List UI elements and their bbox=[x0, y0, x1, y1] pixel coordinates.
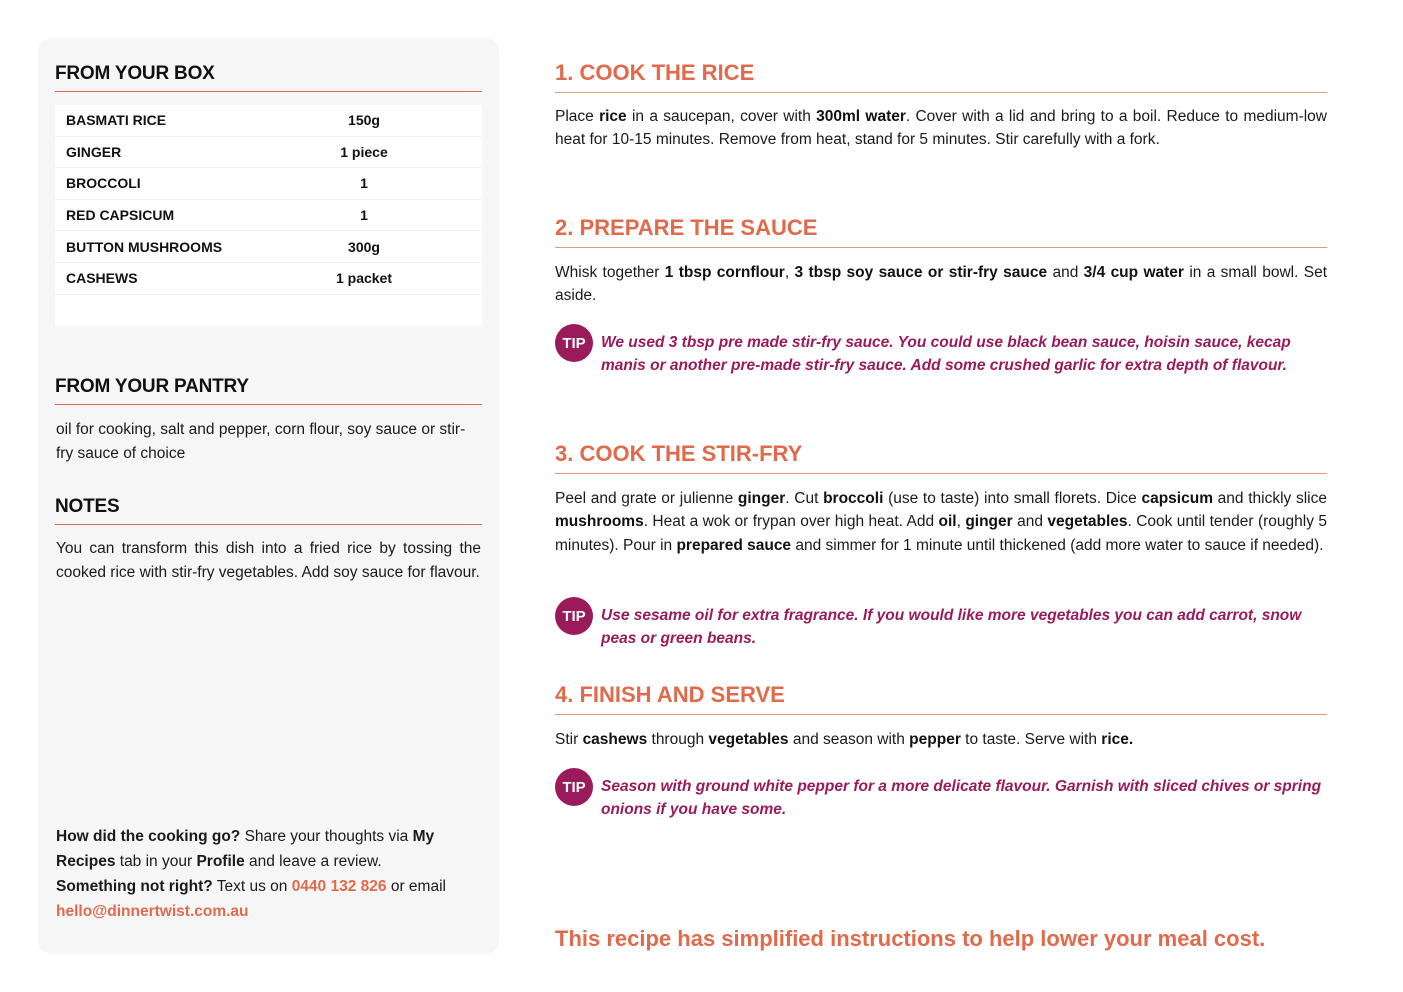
ingredient-qty: 1 piece bbox=[340, 143, 388, 160]
feedback-segment: tab in your bbox=[115, 853, 197, 870]
tip-text: We used 3 tbsp pre made stir-fry sauce. You could use black bean sauce, hoisin sauce, kecap manis or another pre-made stir-fry sauce. Add some crushed garlic for extra depth of flavour. bbox=[601, 334, 1291, 375]
phone-link[interactable]: 0440 132 826 bbox=[291, 878, 387, 895]
text-segment: and season with bbox=[788, 731, 910, 748]
ingredient-name: CASHEWS bbox=[66, 270, 138, 287]
text-segment: . Cook until tender (roughly 5 minutes). Pour in bbox=[555, 513, 1328, 554]
text-segment: and simmer for 1 minute until thickened (add more water to sauce if needed). bbox=[791, 536, 1324, 554]
feedback-segment: Share your thoughts via bbox=[240, 828, 413, 845]
ingredient-name: BROCCOLI bbox=[66, 175, 141, 192]
simplified-recipe-note: This recipe has simplified instructions to help lower your meal cost. bbox=[555, 926, 1266, 951]
text-segment: in a saucepan, cover with bbox=[626, 108, 817, 125]
from-your-pantry-heading: FROM YOUR PANTRY bbox=[55, 376, 482, 405]
bold-term: 3/4 cup water bbox=[1083, 264, 1184, 281]
ingredients-panel bbox=[38, 38, 499, 954]
tip-badge-icon: TIP bbox=[555, 324, 593, 362]
bold-term: oil bbox=[938, 513, 957, 531]
bold-term: vegetables bbox=[708, 731, 789, 748]
step-3-tip bbox=[555, 604, 1327, 651]
bold-term: mushrooms bbox=[555, 513, 644, 531]
step-4-text bbox=[555, 728, 1327, 751]
feedback-question: How did the cooking go? bbox=[56, 828, 241, 845]
ingredient-qty: 300g bbox=[348, 238, 380, 255]
text-segment: and bbox=[1047, 264, 1084, 281]
tip-badge-icon: TIP bbox=[555, 597, 593, 635]
tip-badge-icon: TIP bbox=[555, 768, 593, 806]
ingredient-qty: 150g bbox=[348, 112, 380, 129]
text-segment: Peel and grate or julienne bbox=[555, 490, 738, 507]
text-segment: . Heat a wok or frypan over high heat. Add bbox=[643, 513, 939, 531]
step-3-text bbox=[555, 487, 1327, 557]
bold-term: 300ml water bbox=[816, 108, 906, 125]
text-segment: , bbox=[956, 513, 966, 531]
step-2-text bbox=[555, 261, 1327, 308]
text-segment: . Cut bbox=[785, 490, 824, 507]
text-segment: Place bbox=[555, 108, 600, 125]
ingredient-name: BASMATI RICE bbox=[66, 112, 167, 129]
feedback-segment: and leave a review. bbox=[244, 853, 382, 870]
ingredient-qty: 1 bbox=[360, 175, 368, 192]
email-link[interactable]: hello@dinnertwist.com.au bbox=[56, 903, 249, 920]
pantry-text: oil for cooking, salt and pepper, corn flour, soy sauce or stir-fry sauce of choice bbox=[56, 421, 466, 462]
text-segment: Stir bbox=[555, 731, 583, 748]
table-row bbox=[55, 137, 482, 169]
ingredient-qty: 1 bbox=[360, 207, 368, 224]
bold-term: cashews bbox=[582, 731, 648, 748]
step-4-heading: 4. FINISH AND SERVE bbox=[555, 682, 1327, 715]
text-segment: in a small bowl. Set aside. bbox=[555, 264, 1327, 305]
step-1-text bbox=[555, 105, 1327, 152]
ingredient-name: BUTTON MUSHROOMS bbox=[66, 238, 223, 255]
table-row bbox=[55, 200, 482, 232]
bold-term: rice. bbox=[1101, 731, 1134, 748]
tip-text: Season with ground white pepper for a more delicate flavour. Garnish with sliced chives or spring onions if you have some. bbox=[601, 778, 1322, 819]
support-question: Something not right? bbox=[56, 878, 213, 895]
box-ingredients-table bbox=[55, 105, 482, 326]
bold-term: vegetables bbox=[1047, 513, 1128, 531]
step-2-tip bbox=[555, 331, 1327, 378]
text-segment: through bbox=[647, 731, 709, 748]
text-segment: to taste. Serve with bbox=[960, 731, 1102, 748]
table-row bbox=[55, 168, 482, 200]
ingredient-name: GINGER bbox=[66, 143, 122, 160]
text-segment: (use to taste) into small florets. Dice bbox=[883, 490, 1142, 507]
bold-term: pepper bbox=[909, 731, 961, 748]
from-your-box-heading: FROM YOUR BOX bbox=[55, 63, 482, 92]
text-segment: and thickly slice bbox=[1212, 490, 1327, 507]
table-row bbox=[55, 263, 482, 295]
text-segment: . Cover with a lid and bring to a boil. Reduce to medium-low heat for 10-15 minutes. Remove from heat, stand for 5 minutes. Stir carefully with a fork. bbox=[555, 108, 1327, 149]
bold-term: 1 tbsp cornflour bbox=[664, 264, 785, 281]
text-segment: and bbox=[1012, 513, 1048, 531]
bold-term: rice bbox=[599, 108, 627, 125]
bold-term: ginger bbox=[737, 490, 786, 507]
feedback-segment: or email bbox=[386, 878, 446, 895]
bold-term: broccoli bbox=[823, 490, 884, 507]
table-row bbox=[55, 231, 482, 263]
feedback-segment: Text us on bbox=[212, 878, 292, 895]
profile-label: Profile bbox=[196, 853, 245, 870]
ingredient-name: RED CAPSICUM bbox=[66, 207, 175, 224]
ingredient-qty: 1 packet bbox=[335, 270, 393, 287]
notes-heading: NOTES bbox=[55, 496, 482, 525]
tip-text: Use sesame oil for extra fragrance. If you would like more vegetables you can add carrot, snow peas or green beans. bbox=[601, 607, 1302, 648]
bold-term: capsicum bbox=[1141, 490, 1213, 507]
step-4-tip bbox=[555, 775, 1327, 822]
bold-term: 3 tbsp soy sauce or stir-fry sauce bbox=[794, 264, 1048, 281]
notes-text: You can transform this dish into a fried rice by tossing the cooked rice with stir-fry vegetables. Add soy sauce for flavour. bbox=[56, 540, 481, 581]
my-recipes-label: My Recipes bbox=[56, 828, 435, 870]
step-2-heading: 2. PREPARE THE SAUCE bbox=[555, 215, 1327, 248]
bold-term: prepared sauce bbox=[676, 536, 792, 554]
text-segment: Whisk together bbox=[555, 264, 665, 281]
step-3-heading: 3. COOK THE STIR-FRY bbox=[555, 441, 1327, 474]
table-row bbox=[55, 105, 482, 137]
text-segment: , bbox=[784, 264, 795, 281]
feedback-text bbox=[56, 824, 481, 924]
step-1-heading: 1. COOK THE RICE bbox=[555, 60, 1327, 93]
bold-term: ginger bbox=[965, 513, 1013, 531]
